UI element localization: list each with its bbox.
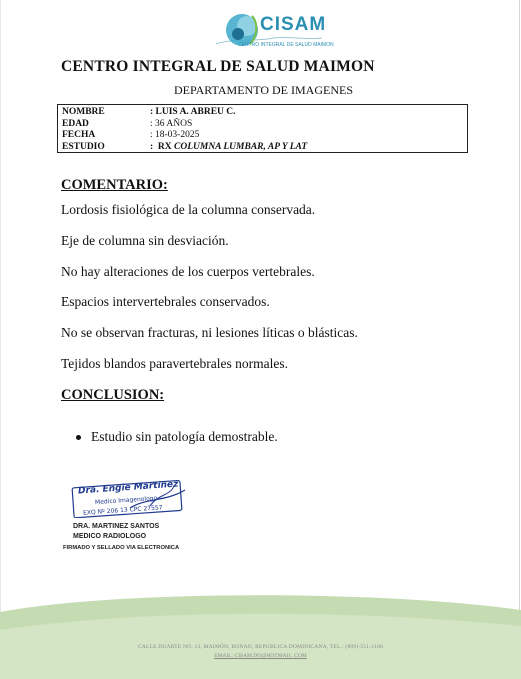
- stamp-name: Dra. Engie Martinez: [77, 479, 179, 497]
- patient-study-row: [62, 142, 463, 154]
- footer-email-link[interactable]: EMAIL: CISAM.DO@HOTMAIL .COM: [214, 653, 307, 659]
- signed-note: FIRMADO Y SELLADO VIA ELECTRONICA: [63, 545, 180, 551]
- comment-title: COMENTARIO:: [61, 177, 168, 193]
- finding-item: Tejidos blandos paravertebrales normales.: [61, 356, 288, 371]
- finding-item: Espacios intervertebrales conservados.: [61, 294, 270, 309]
- center-name: CENTRO INTEGRAL DE SALUD MAIMON: [61, 58, 375, 75]
- date-value: : 18-03-2025: [150, 130, 200, 140]
- doctor-name: DRA. MARTINEZ SANTOS: [73, 523, 160, 530]
- study-value: COLUMNA LUMBAR, AP Y LAT: [174, 141, 308, 152]
- age-value: : 36 AÑOS: [150, 118, 193, 129]
- name-label: NOMBRE: [62, 107, 105, 117]
- doctor-block: [73, 522, 159, 542]
- patient-name-row: [62, 107, 463, 119]
- patient-info-box: [57, 104, 468, 153]
- footer-wave-decoration: [0, 590, 521, 679]
- age-label: EDAD: [62, 118, 89, 129]
- logo-subtitle: CENTRO INTEGRAL DE SALUD MAIMON: [238, 42, 334, 48]
- patient-age-row: [62, 119, 463, 131]
- stamp-title: Medico Imagenologo: [94, 494, 158, 507]
- date-label: FECHA: [62, 130, 96, 140]
- stamp-ids: EXQ Nº 206 13 CPC 27557: [82, 504, 163, 517]
- finding-item: No hay alteraciones de los cuerpos vertebrales.: [61, 264, 315, 279]
- study-label: ESTUDIO: [62, 141, 105, 152]
- department-title: DEPARTAMENTO DE IMAGENES: [174, 83, 353, 97]
- study-prefix: : RX: [150, 141, 175, 152]
- finding-item: Eje de columna sin desviación.: [61, 233, 229, 248]
- conclusion-title: CONCLUSION:: [61, 387, 165, 403]
- patient-date-row: [62, 130, 463, 142]
- bullet-icon: [76, 435, 81, 440]
- conclusion-item: [76, 429, 278, 445]
- doctor-title: MEDICO RADIOLOGO: [73, 533, 147, 540]
- finding-item: No se observan fracturas, ni lesiones líticas o blásticas.: [61, 325, 358, 340]
- name-value: : LUIS A. ABREU C.: [150, 107, 236, 117]
- finding-item: Lordosis fisiológica de la columna conservada.: [61, 202, 316, 217]
- footer-address: CALLE DUARTE NO. 13, MAIMÓN, BONAO, REPUBLICA DOMINICANA, TEL.: (809)-551-2106: [137, 644, 384, 650]
- conclusion-text: Estudio sin patología demostrable.: [91, 429, 278, 444]
- logo-text: CISAM: [260, 14, 327, 35]
